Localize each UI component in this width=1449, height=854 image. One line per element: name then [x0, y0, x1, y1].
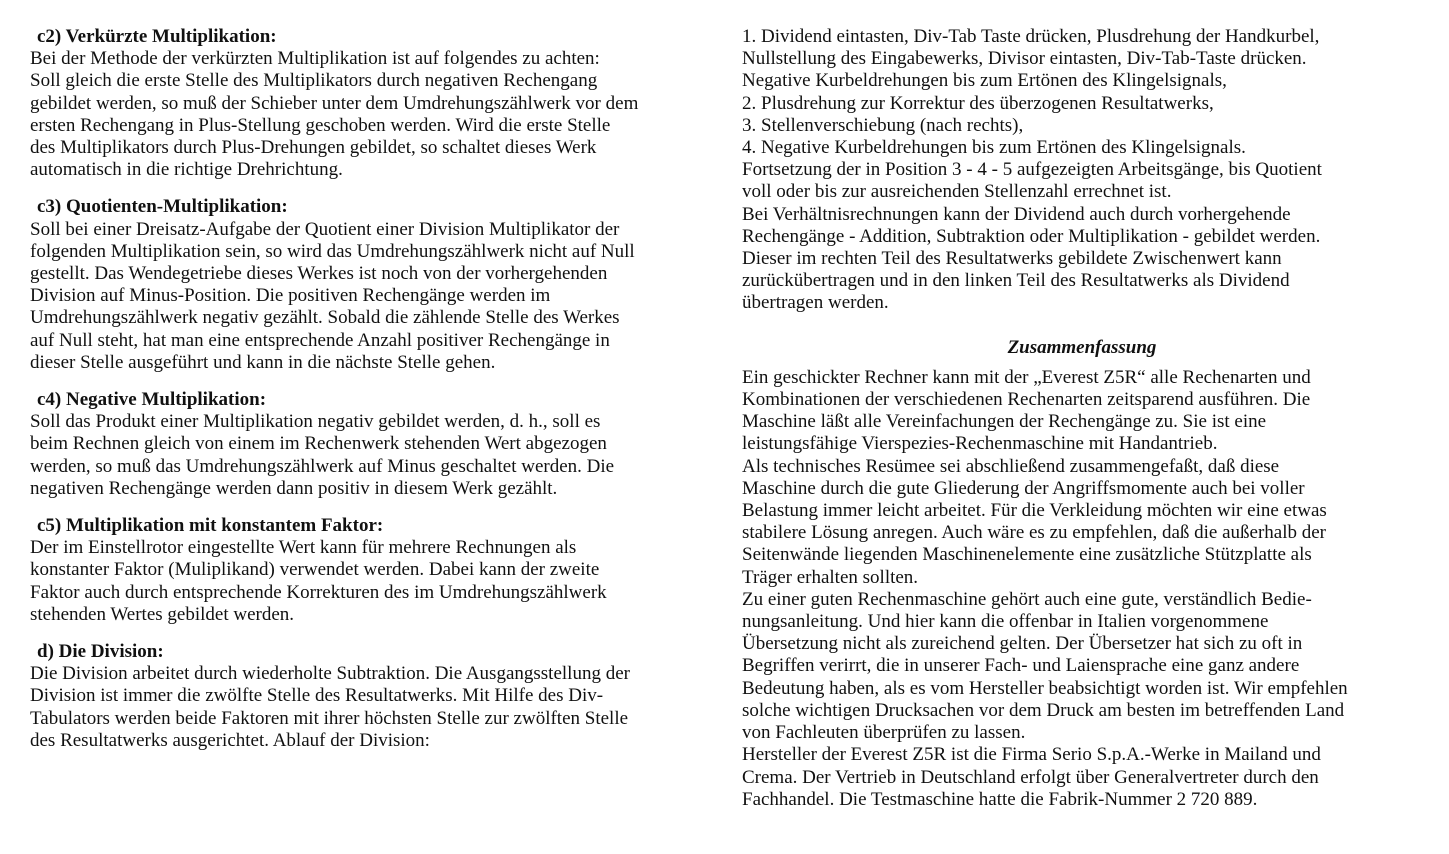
section-heading-c3: c3) Quotienten-Multiplikation:: [37, 196, 288, 218]
section-heading-d: d) Die Division:: [37, 641, 164, 663]
ratio-paragraph: Bei Verhältnisrechnungen kann der Dividend auch durch vorhergehende Rechengänge - Addition, Subtraktion oder Multiplikation - gebildet werden. Dieser im rechten Teil des Resultatwerks gebildete Zwischenwert kann zurückübertragen und in den linken Teil des Resultatwerks als Dividend übertragen werden.: [742, 203, 1321, 314]
section-body-c4: Soll das Produkt einer Multiplikation negativ gebildet werden, d. h., soll es beim Rechnen gleich von einem im Rechenwerk stehenden Wert abgezogen werden, so muß das Umdrehungszählwerk auf Minus geschaltet werden. Die negativen Rechengänge werden dann positiv in diesem Werk gezählt.: [30, 411, 615, 499]
division-continuation: Fortsetzung der in Position 3 - 4 - 5 aufgezeigten Arbeitsgänge, bis Quotient voll oder bis zur ausreichenden Stellenzahl errechnet ist.: [742, 159, 1322, 203]
summary-paragraph-4: Hersteller der Everest Z5R ist die Firma Serio S.p.A.-Werke in Mailand und Crema. Der Vertrieb in Deutschland erfolgt über Generalvertreter durch den Fachhandel. Die Testmaschine hatte die Fabrik-Nummer 2 720 889.: [742, 744, 1321, 810]
summary-paragraph-3: Zu einer guten Rechenmaschine gehört auch eine gute, verständlich Bedie- nungsanleitung. Und hier kann die offenbar in Italien vorgenommene Übersetzung nicht als zureichend gelten. Der Übersetzer hat sich zu oft in Begriffen verirrt, die in unserer Fach- und Laiensprache eine ganz andere Bedeutung haben, als es vom Hersteller beabsichtigt worden ist. Wir empfehlen solche wichtigen Drucksachen vor dem Druck am besten im betreffenden Land von Fachleuten überprüfen zu lassen.: [742, 588, 1348, 744]
division-step-1: 1. Dividend eintasten, Div-Tab Taste drücken, Plusdrehung der Handkurbel, Nullstellung des Eingabewerks, Divisor eintasten, Div-Tab-Taste drücken. Negative Kurbeldrehungen bis zum Ertönen des Klingelsignals,: [742, 26, 1320, 92]
section-body-c2: Bei der Methode der verkürzten Multiplikation ist auf folgendes zu achten: Soll gleich die erste Stelle des Multiplikators durch negativen Rechengang gebildet werden, so muß der Schieber unter dem Umdrehungszählwerk vor dem ersten Rechengang in Plus-Stellung geschoben werden. Wird die erste Stelle des Multiplikators durch Plus-Drehungen gebildet, so schaltet dieses Werk automatisch in die richtige Drehrichtung.: [30, 48, 639, 181]
right-column: [742, 26, 1422, 811]
left-column: [30, 26, 712, 752]
division-step-3: 3. Stellenverschiebung (nach rechts),: [742, 114, 1024, 136]
summary-paragraph-2: Als technisches Resümee sei abschließend zusammengefaßt, daß diese Maschine durch die gute Gliederung der Angriffsmomente auch bei voller Belastung immer leicht arbeitet. Für die Verkleidung möchten wir eine etwas stabilere Lösung anregen. Auch wäre es zu empfehlen, daß die außerhalb der Seitenwände liegenden Maschinenelemente eine zusätzliche Stützplatte als Träger erhalten sollten.: [742, 455, 1327, 588]
section-heading-c4: c4) Negative Multiplikation:: [37, 389, 267, 411]
division-step-4: 4. Negative Kurbeldrehungen bis zum Ertönen des Klingelsignals.: [742, 137, 1246, 159]
section-heading-c2: c2) Verkürzte Multiplikation:: [37, 26, 277, 47]
section-body-c5: Der im Einstellrotor eingestellte Wert kann für mehrere Rechnungen als konstanter Faktor (Muliplikand) verwendet werden. Dabei kann der zweite Faktor auch durch entsprechende Korrekturen des im Umdrehungszählwerk stehenden Wertes gebildet werden.: [30, 537, 607, 625]
section-body-d: Die Division arbeitet durch wiederholte Subtraktion. Die Ausgangsstellung der Division ist immer die zwölfte Stelle des Resultatwerks. Mit Hilfe des Div- Tabulators werden beide Faktoren mit ihrer höchsten Stelle zur zwölften Stelle des Resultatwerks ausgerichtet. Ablauf der Division:: [30, 663, 630, 751]
division-step-2: 2. Plusdrehung zur Korrektur des überzogenen Resultatwerks,: [742, 92, 1214, 114]
summary-heading: Zusammenfassung: [1007, 336, 1157, 358]
section-body-c3: Soll bei einer Dreisatz-Aufgabe der Quotient einer Division Multiplikator der folgenden Multiplikation sein, so wird das Umdrehungszählwerk nicht auf Null gestellt. Das Wendegetriebe dieses Werkes ist noch von der vorhergehenden Division auf Minus-Position. Die positiven Rechengänge werden im Umdrehungszählwerk negativ gezählt. Sobald die zählende Stelle des Werkes auf Null steht, hat man eine entsprechende Anzahl positiver Rechengänge in dieser Stelle ausgeführt und kann in die nächste Stelle gehen.: [30, 218, 635, 373]
summary-paragraph-1: Ein geschickter Rechner kann mit der „Everest Z5R“ alle Rechenarten und Kombinationen der verschiedenen Rechenarten zeitsparend ausführen. Die Maschine läßt alle Vereinfachungen der Rechengänge zu. Sie ist eine leistungsfähige Vierspezies-Rechenmaschine mit Handantrieb.: [742, 366, 1311, 455]
section-heading-c5: c5) Multiplikation mit konstantem Faktor:: [37, 515, 384, 537]
